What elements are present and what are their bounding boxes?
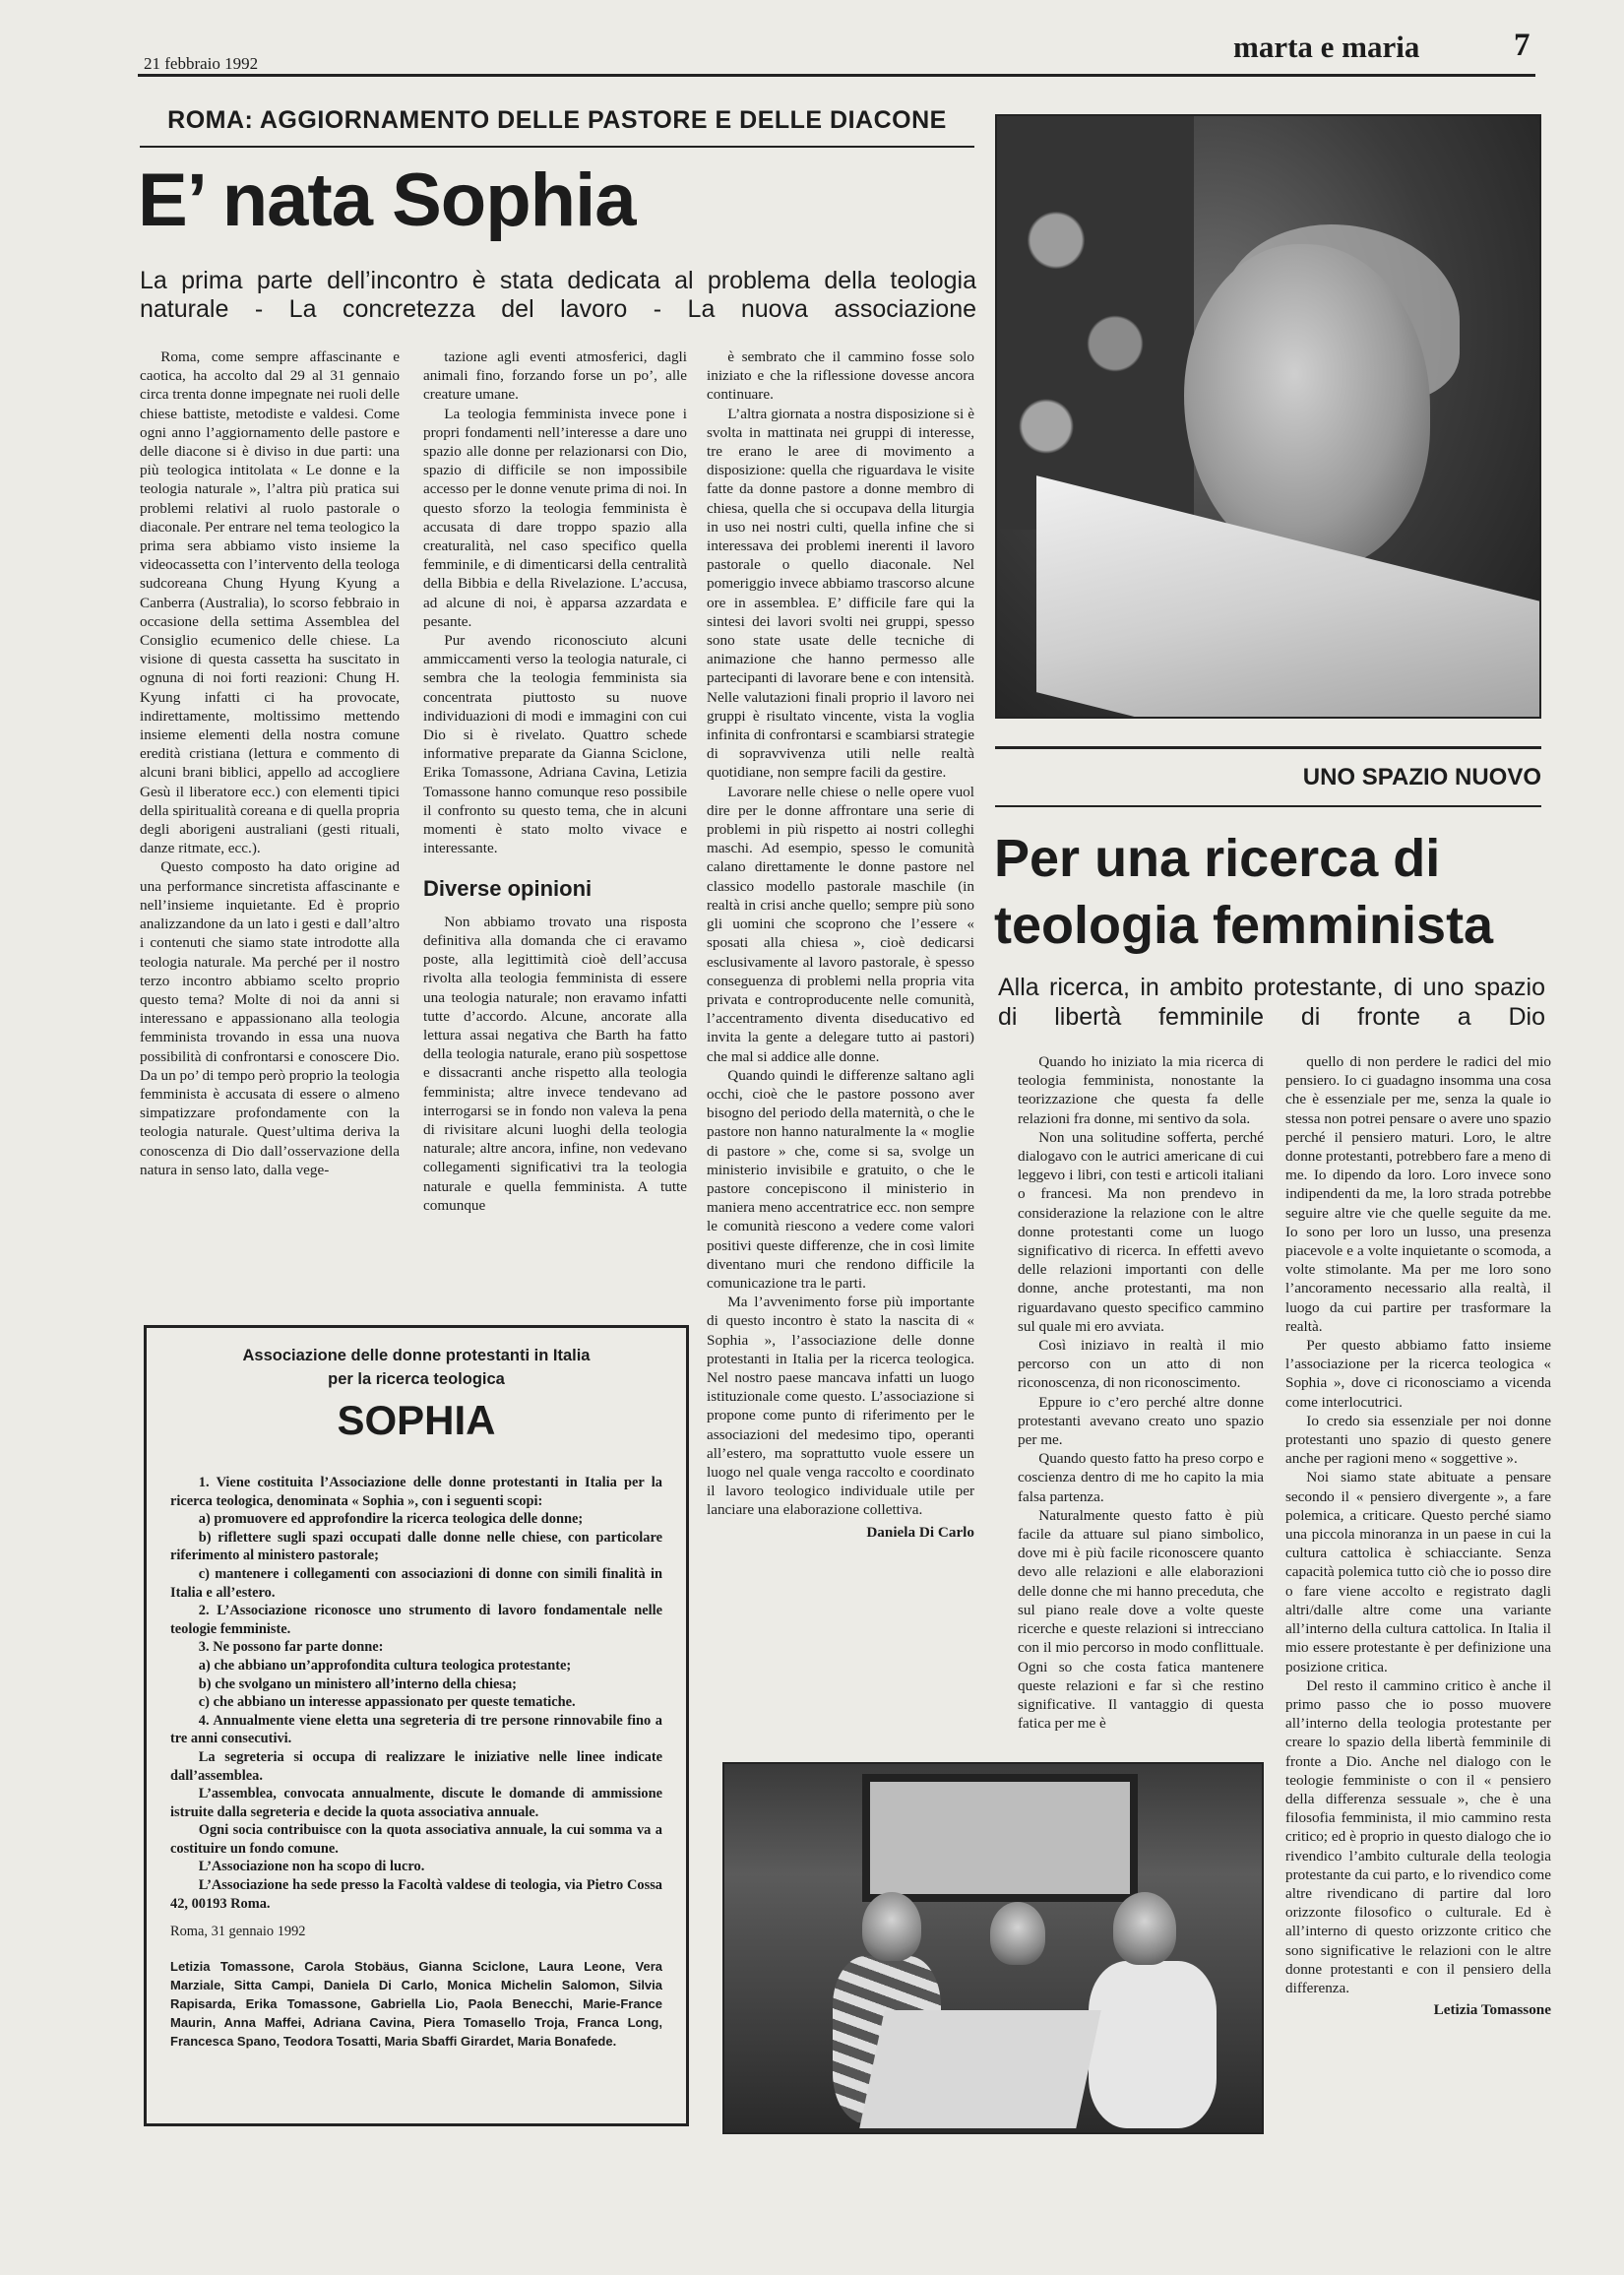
paragraph: Questo composto ha dato origine ad una performance sincretista affascinante e nell’insieme inquietante. Ed è proprio analizzandone da un lato i gesti e dall’altro i contenuti che siamo state introdotte alla teologia naturale. Ma perché per il nostro terzo incontro abbiamo scelto proprio questo tema? Molte di noi da anni si interessano e appassionano alla teologia femminista trovando in essa una nuova possibilità di confrontarsi e conoscere Dio. Da un po’ di tempo però proprio la teologia femminista è accusata di essere o almeno simpatizzare profondamente con la teologia naturale. Quest’ultima deriva la conoscenza di Dio dall’osservazione della natura in senso lato, dalla vege-	[140, 858, 400, 1178]
photo-foliage	[997, 116, 1194, 530]
left-article-column-2	[423, 348, 687, 1293]
paragraph: Pur avendo riconosciuto alcuni ammiccamenti verso la teologia naturale, ci sembra che la teologia femminista sia concentrata piuttosto su nuove individuazioni di modi e immagini con cui Dio si è rivelato. Quattro schede informative preparate da Gianna Sciclone, Erika Tomassone, Adriana Cavina, Letizia Tomassone hanno comunque reso possibile il confronto su questo tema, che in alcuni momenti è stato molto vivace e interessante.	[423, 632, 687, 857]
paragraph: Io credo sia essenziale per noi donne protestanti uno spazio di questo genere anche per ragioni meno « soggettive ».	[1285, 1412, 1551, 1468]
meeting-photo	[722, 1762, 1264, 2134]
paragraph: tazione agli eventi atmosferici, dagli animali fino, forzando forse un po’, alle creature umane.	[423, 348, 687, 404]
paragraph: Ma l’avvenimento forse più importante di questo incontro è stato la nascita di « Sophia », l’associazione delle donne protestanti in Italia per la ricerca teologica. Nel nostro paese mancava infatti un luogo istituzionale come questo. L’associazione si propone come punto di riferimento per le associazioni del medesimo tipo, operanti all’estero, ma soprattutto vuole essere un luogo nel quale venga raccolto e coordinato il lavoro teologico individuale utile per lanciare una elaborazione collettiva.	[707, 1294, 974, 1519]
paragraph: La teologia femminista invece pone i propri fondamenti nell’interesse a dare uno spazio alle donne per relazionarsi con Dio, spazio di difficile se non impossibile accesso per le donne venute prima di noi. In questo sforzo la teologia femminista è accusata di dare troppo spazio alla creaturalità, nel caso specifico quella femminile, e di dimenticarsi della centralità della Bibbia e della Rivelazione. L’accusa, ad alcune di noi, è apparsa azzardata e pesante.	[423, 405, 687, 630]
paragraph: Quando ho iniziato la mia ricerca di teologia femminista, nonostante la teorizzazione che questa fa delle relazioni fra donne, mi sentivo da sola.	[1018, 1053, 1264, 1127]
photo-face	[1184, 244, 1430, 569]
box-organization	[170, 1344, 662, 1391]
right-article-top-rule	[995, 746, 1541, 749]
paragraph: Non abbiamo trovato una risposta definitiva alla domanda che ci eravamo poste, alla legittimità cioè dell’accusa rivolta alla teologia femminista di essere una teologia naturale; non eravamo infatti tutte d’accordo. Alcune, ancorate alla lettura assai negativa che Barth ha fatto della teologia naturale, erano più sospettose e dissacranti anche rispetto alla teologia femminista; altre invece tendevano ad interrogarsi se in fondo non valeva la pena di rivisitare alcuni luoghi della teologia naturale; altre ancora, infine, non vedevano collegamenti significativi tra la teologia naturale e quella femminista. A tutte comunque	[423, 913, 687, 1214]
photo-person-body	[1089, 1961, 1217, 2128]
left-article-column-1	[140, 348, 400, 1293]
right-article-kicker: UNO SPAZIO NUOVO	[1302, 764, 1541, 790]
statute-item: La segreteria si occupa di realizzare le iniziative nelle linee indicate dall’assemblea.	[170, 1748, 662, 1784]
statute-item: 4. Annualmente viene eletta una segreteria di tre persone rinnovabile fino a tre anni consecutivi.	[170, 1712, 662, 1747]
page-number: 7	[1514, 28, 1530, 63]
box-org-line-2: per la ricerca teologica	[328, 1370, 505, 1388]
right-headline-line-2: teologia femminista	[994, 896, 1494, 955]
statute-item: a) che abbiano un’approfondita cultura teologica protestante;	[198, 1657, 572, 1674]
left-kicker-rule	[140, 146, 974, 148]
statute-item: L’Associazione non ha scopo di lucro.	[198, 1859, 425, 1875]
photo-person-head	[862, 1892, 921, 1961]
statute-item: b) che svolgano un ministero all’interno della chiesa;	[198, 1675, 517, 1692]
paragraph: è sembrato che il cammino fosse solo iniziato e che la riflessione dovesse ancora continuare.	[707, 348, 974, 404]
statute-item: L’assemblea, convocata annualmente, discute le domande di ammissione istruite dalla segreteria e decide la quota associativa annuale.	[170, 1786, 662, 1820]
statute-item: L’Associazione ha sede presso la Facoltà valdese di teologia, via Pietro Cossa 42, 00193 Roma.	[170, 1877, 662, 1912]
left-article-deck: La prima parte dell’incontro è stata dedicata al problema della teologia naturale - La concretezza del lavoro - La nuova associazione	[140, 267, 976, 323]
left-article-byline: Daniela Di Carlo	[866, 1523, 974, 1541]
box-statute	[170, 1474, 662, 2051]
paragraph: Quando quindi le differenze saltano agli occhi, cioè che le pastore possono aver bisogno del periodo della maternità, o che le pastore non hanno naturalmente la « moglie di pastore » che, come si sa, svolge un ministerio invisibile e gratuito, o che le pastore concepiscono il ministerio in maniera meno accentratrice ecc. non sempre le comunità riescono a vedere come valori positivi queste differenze, che in così limite diventano muri che rendono difficile la comunicazione tra le parti.	[707, 1066, 974, 1292]
statute-item: a) promuovere ed approfondire la ricerca teologica delle donne;	[198, 1511, 584, 1528]
photo-window	[862, 1774, 1138, 1902]
statute-item: b) riflettere sugli spazi occupati dalle donne nelle chiese, con particolare riferimento al ministero pastorale;	[170, 1529, 662, 1564]
statute-item: 1. Viene costituita l’Associazione delle donne protestanti in Italia per la ricerca teologica, denominata « Sophia », con i seguenti scopi:	[170, 1475, 662, 1509]
left-article-subhead: Diverse opinioni	[423, 876, 593, 902]
box-date: Roma, 31 gennaio 1992	[170, 1924, 306, 1940]
masthead-rule	[138, 74, 1535, 77]
issue-date: 21 febbraio 1992	[144, 54, 259, 73]
left-article-kicker: ROMA: AGGIORNAMENTO DELLE PASTORE E DELLE DIACONE	[167, 106, 947, 134]
newspaper-name: marta e maria	[1233, 30, 1420, 64]
statute-item: Ogni socia contribuisce con la quota associativa annuale, la cui somma va a costituire un fondo comune.	[170, 1822, 662, 1857]
left-article-column-3	[707, 348, 974, 1740]
statute-item: c) che abbiano un interesse appassionato per queste tematiche.	[198, 1694, 576, 1711]
box-signers: Letizia Tomassone, Carola Stobäus, Gianna Sciclone, Laura Leone, Vera Marziale, Sitta Campi, Daniela Di Carlo, Monica Michelin Salomon, Silvia Rapisarda, Erika Tomassone, Gabriella Lio, Paola Benecchi, Marie-France Maurin, Anna Maffei, Adriana Cavina, Piera Tomasello Troja, Franca Long, Francesca Spano, Teodora Tosatti, Maria Sbaffi Girardet, Maria Bonafede.	[170, 1958, 662, 2049]
paragraph: Noi siamo state abituate a pensare secondo il « pensiero divergente », a fare polemica, a criticare. Questo perché siamo una piccola minoranza in un paese in cui la cultura cattolica è schiacciante. Senza capacità polemica tutto ciò che io posso dire o fare viene accolto e registrato dagli altri/dalle altre come una variante all’interno della cultura cattolica. In Italia il mio essere protestante è per definizione una posizione critica.	[1285, 1469, 1551, 1675]
photo-person-head	[1113, 1892, 1176, 1965]
paragraph: Così iniziavo in realtà il mio percorso con un atto di non riconoscenza, di non riconoscimento.	[1018, 1337, 1264, 1392]
paragraph: Roma, come sempre affascinante e caotica, ha accolto dal 29 al 31 gennaio circa trenta donne impegnate nei ruoli delle chiese battiste, metodiste e valdesi. Come ogni anno l’aggiornamento delle pastore e delle diacone si è diviso in due parti: una più teologica intitolata « Le donne e la teologia naturale », l’altra più pratica sui problemi relativi al ruolo pastorale o diaconale. Per entrare nel tema teologico la prima sera abbiamo visto insieme la videocassetta con l’intervento della teologa sudcoreana Chung Hyung Kyung a Canberra (Australia), lo scorso febbraio in occasione della settima Assemblea del Consiglio ecumenico delle chiese. La visione di questa cassetta ha suscitato in ognuna di noi forti reazioni: Chung H. Kyung infatti ci ha provocate, indirettamente, moltissimo mettendo insieme elementi della nostra comune eredità cristiana (lettura e commento di alcuni brani biblici, appello ad accogliere Gesù il liberatore ecc.) con elementi tipici della spiritualità coreana e di quella propria degli aborigeni australiani (gesti rituali, danze ritmate, ecc.).	[140, 348, 400, 857]
right-headline-line-1: Per una ricerca di	[994, 829, 1441, 888]
box-org-line-1: Associazione delle donne protestanti in Italia	[242, 1347, 591, 1364]
paragraph: Eppure io c’ero perché altre donne protestanti avevano creato uno spazio per me.	[1018, 1393, 1264, 1449]
right-article-column-1	[1018, 1052, 1264, 1761]
photo-table	[859, 2010, 1101, 2128]
paragraph: Naturalmente questo fatto è più facile da attuare sul piano simbolico, dove mi è più facile riconoscere quanto devo alle relazioni e alle elaborazioni delle donne che mi hanno preceduta, che sul piano reale dove a volte queste ricerche e queste relazioni si intrecciano con il mio percorso in modo conflittuale. Ogni so che costa fatica mantenere queste relazioni e far sì che restino significative. Il vantaggio di questa fatica per me è	[1018, 1506, 1264, 1733]
paragraph: Quando questo fatto ha preso corpo e coscienza dentro di me ho capito la mia falsa partenza.	[1018, 1450, 1264, 1505]
statute-item: 2. L’Associazione riconosce uno strumento di lavoro fondamentale nelle teologie femministe.	[170, 1603, 662, 1637]
portrait-photo	[995, 114, 1541, 719]
right-article-byline: Letizia Tomassone	[1433, 2001, 1551, 2019]
photo-person-head	[990, 1902, 1045, 1965]
paragraph: Del resto il cammino critico è anche il primo passo che io posso muovere all’interno della teologia protestante per creare lo spazio della libertà femminile di fronte a Dio. Anche nel dialogo con le teologie femministe o con il « pensiero della differenza sessuale », che è una filosofia femminista, il mio cammino resta critico; ed è proprio in questo dialogo che io rivendico l’ambito culturale della teologia protestante da cui parto, e lo rivendico come altre rivendicano di partire dal loro orizzonte filosofico o culturale. Ed è all’interno di questo orizzonte critico che sono significative le relazioni con le altre donne protestanti e con il pensiero della differenza.	[1285, 1676, 1551, 1996]
paragraph: Lavorare nelle chiese o nelle opere vuol dire per le donne affrontare una serie di problemi in più rispetto ai nostri colleghi maschi. Ad esempio, spesso le comunità calano direttamente le donne pastore nel classico modello pastorale maschile (in realtà in crisi anche quello; sempre più sono gli uomini che scoprono che l’essere « sposati alla chiesa », cioè dedicarsi esclusivamente al lavoro pastorale, è spesso conseguenza di problemi nella propria vita privata e controproducente nelle comunità, l’accentramento diventa diseducativo ed invita la gente a delegare tutto ai pastori) che mal si addice alle donne.	[707, 783, 974, 1065]
paragraph: quello di non perdere le radici del mio pensiero. Io ci guadagno insomma una cosa che è essenziale per me, senza la quale io stessa non potrei pensare o avere uno spazio perché il pensiero maturi. Loro, le altre donne protestanti, potrebbero fare a meno di me. Io dipendo da loro. Loro invece sono indipendenti da me, la loro strada potrebbe seguire altre vie che quelle seguite da me. Io sono per loro un lusso, una presenza piacevole e a volte inquietante o scomoda, a volte stimolante. Ma per me loro sono l’ancoramento necessario alla realtà, il luogo da cui partire per trasformare la realtà.	[1285, 1053, 1551, 1335]
box-association-name: SOPHIA	[337, 1397, 496, 1443]
sophia-association-box	[144, 1325, 689, 2126]
paragraph: Per questo abbiamo fatto insieme l’associazione per la ricerca teologica « Sophia », dove ci riconosciamo a vicenda come interlocutrici.	[1285, 1337, 1551, 1411]
right-article-column-2	[1285, 1052, 1551, 2145]
left-article-headline: E’ nata Sophia	[138, 158, 636, 242]
right-article-headline	[994, 825, 1545, 959]
statute-item: 3. Ne possono far parte donne:	[198, 1639, 384, 1656]
statute-item: c) mantenere i collegamenti con associazioni di donne con simili finalità in Italia e all’estero.	[170, 1565, 662, 1601]
right-article-deck: Alla ricerca, in ambito protestante, di uno spazio di libertà femminile di fronte a Dio	[998, 974, 1545, 1031]
paragraph: L’altra giornata a nostra disposizione si è svolta in mattinata nei gruppi di interesse, tre erano le aree di movimento a disposizione: quella che riguardava le visite fatte da donne pastore a donne membro di chiesa, quella che si occupava della liturgia in uso nei nostri culti, quella infine che si interessava dei problemi inerenti il lavoro pastorale o quello diaconale. Nel pomeriggio invece abbiamo trascorso alcune ore in assemblea. E’ difficile fare qui la sintesi dei lavori svolti nei gruppi, spesso sono state usate delle tecniche di animazione che hanno permesso alle partecipanti di lavorare bene e con intensità. Nelle valutazioni finali proprio il lavoro nei gruppi è risultato vincente, vista la voglia infinita di confrontarsi e scambiarsi strategie di sopravvivenza utili nelle realtà quotidiane, non sempre facili da gestire.	[707, 405, 974, 782]
right-kicker-rule	[995, 805, 1541, 807]
paragraph: Non una solitudine sofferta, perché dialogavo con le autrici americane di cui leggevo i libri, con testi e articoli italiani o francesi. Ma non prendevo in considerazione la relazione con le altre donne protestanti come un luogo significativo di ricerca. In effetti avevo delle relazioni importanti con delle donne, anche protestanti, ma non riguardavano questo specifico cammino sul quale mi ero avviata.	[1018, 1128, 1264, 1335]
